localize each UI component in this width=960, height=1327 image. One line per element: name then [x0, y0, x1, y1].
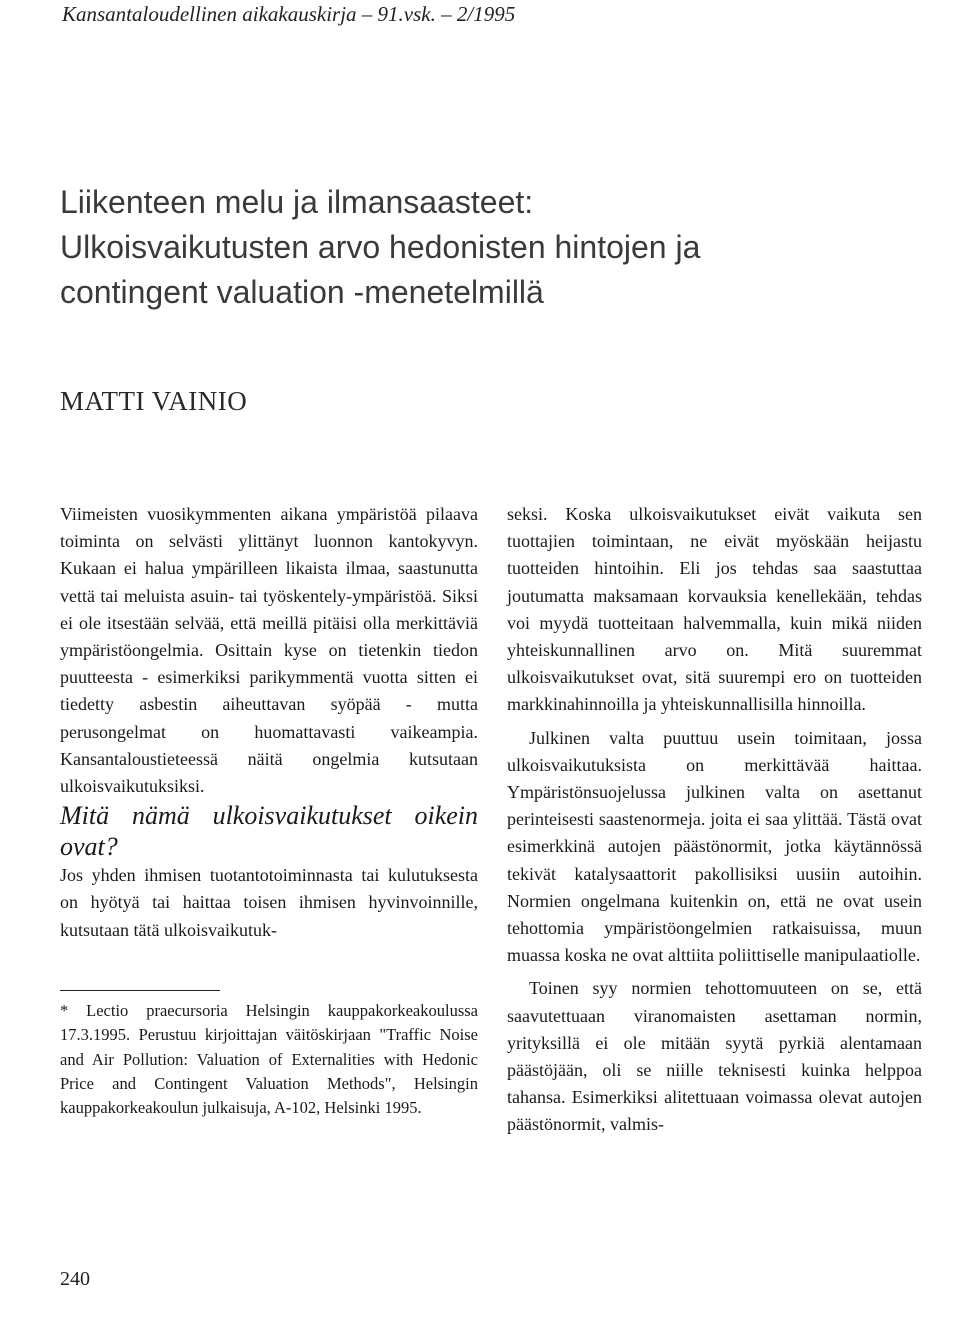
body-paragraph: Jos yhden ihmisen tuotantotoiminnasta tai kulutuksesta on hyötyä tai haittaa toisen ihmisen hyvinvoinnille, kutsutaan tätä ulkoisvaikutuk-: [60, 865, 478, 940]
article-title: [60, 180, 920, 315]
intro-paragraph: Viimeisten vuosikymmenten aikana ympäristöä pilaava toiminta on selvästi ylittänyt luonnon kantokyvyn. Kukaan ei halua ympärilleen likaista ilmaa, saastunutta vettä tai meluista asuin- tai työskentely-ympäristöä. Siksi ei ole itsestään selvää, että meillä pitäisi olla merkittäviä ympäristöongelmia. Osittain kyse on tietenkin tiedon puutteesta - esimerkiksi parikymmentä vuotta sitten ei tiedetty asbestin aiheuttavan syöpää - mutta perusongelmat on huomattavasti vaikeampia. Kansantaloustieteessä näitä ongelmia kutsutaan ulkoisvaikutuksiksi.: [60, 504, 478, 797]
body-paragraph: Julkinen valta puuttuu usein toimitaan, jossa ulkoisvaikutuksista on merkittävää haittaa. Ympäristönsuojelussa julkinen valta on asettanut perinteisesti saastenormeja. joita ei saa ylittää. Tästä ovat esimerkkinä autojen päästönormit, jotka käytännössä tekivät katalysaattorit pakollisiksi uusiin autoihin. Normien ongelmana kuitenkin on, että ne ovat usein tehottomia ympäristöongelmien ratkaisuissa, muun muassa koska ne ovat alttiita poliittiselle manipulaatiolle.: [507, 727, 922, 966]
body-paragraph: seksi. Koska ulkoisvaikutukset eivät vaikuta sen tuottajien toimintaan, ne eivät myöskään heijastu tuotteiden hintoihin. Eli jos tehdas saa saastuttaa joutumatta maksamaan korvauksia kenellekään, tehdas voi myydä tuotteitaan halvemmalla, kuin mikä niiden yhteiskunnallinen arvo on. Mitä suuremmat ulkoisvaikutukset ovat, sitä suurempi ero on tuotteiden markkinahinnoilla ja yhteiskunnallisilla hinnoilla.: [507, 504, 922, 715]
title-line-3: contingent valuation -menetelmillä: [60, 274, 544, 310]
section-subheading: Mitä nämä ulkoisvaikutukset oikein ovat?: [60, 801, 478, 862]
footnote: * Lectio praecursoria Helsingin kauppakorkeakoulussa 17.3.1995. Perustuu kirjoittajan väitöskirjaan "Traffic Noise and Air Pollution: Valuation of Externalities with Hedonic Price and Contingent Valuation Methods", Helsingin kauppakorkeakoulun julkaisuja, A-102, Helsinki 1995.: [60, 1000, 478, 1118]
page-number: 240: [60, 1268, 90, 1290]
left-column: [60, 501, 478, 1121]
title-line-2: Ulkoisvaikutusten arvo hedonisten hintojen ja: [60, 229, 701, 265]
right-column: [507, 501, 922, 1139]
title-line-1: Liikenteen melu ja ilmansaasteet:: [60, 184, 534, 220]
journal-header: Kansantaloudellinen aikakauskirja – 91.vsk. – 2/1995: [62, 2, 516, 26]
body-paragraph: Toinen syy normien tehottomuuteen on se, että saavutettuaan viranomaisten asettaman normin, yrityksillä ei ole mitään syytä pyrkiä alentamaan päästöjään, oli se niille teknisesti kuinka helppoa tahansa. Esimerkiksi alitettuaan voimassa olevat autojen päästönormit, valmis-: [507, 978, 922, 1135]
footnote-divider: [60, 990, 220, 991]
author-name: MATTI VAINIO: [60, 386, 248, 416]
